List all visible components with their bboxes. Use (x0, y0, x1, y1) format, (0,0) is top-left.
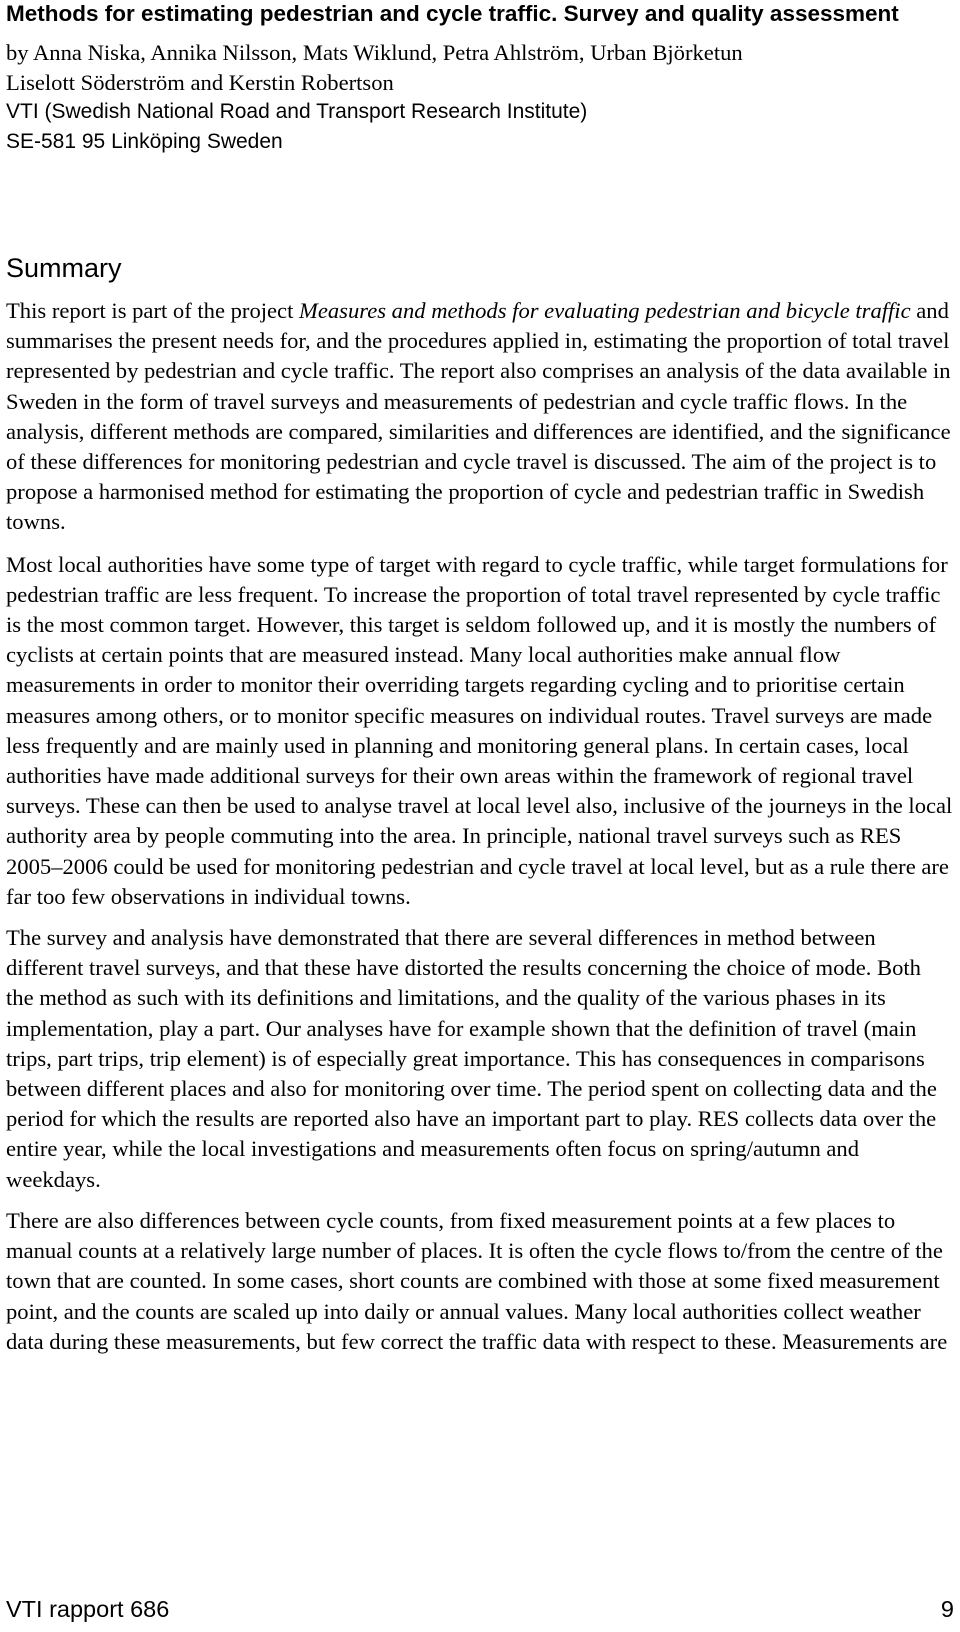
institute-name: VTI (Swedish National Road and Transport Research Institute) (6, 100, 588, 123)
authors-line-2: Liselott Söderström and Kerstin Robertson (6, 69, 394, 95)
author-block (6, 38, 743, 156)
paragraph-4: There are also differences between cycle counts, from fixed measurement points at a few places to manual counts at a relatively large number of places. It is often the cycle flows to/from the centre of the town that are counted. In some cases, short counts are combined with those at some fixed measurement point, and the counts are scaled up into daily or annual values. Many local authorities collect weather data during these measurements, but few correct the traffic data with respect to these. Measurements are (6, 1207, 948, 1354)
authors-line-1: by Anna Niska, Annika Nilsson, Mats Wiklund, Petra Ahlström, Urban Björketun (6, 40, 743, 65)
paragraph-2: Most local authorities have some type of target with regard to cycle traffic, while target formulations for pedestrian traffic are less frequent. To increase the proportion of total travel represented by cycle traffic is the most common target. However, this target is seldom followed up, and it is mostly the numbers of cyclists at certain points that are measured instead. Many local authorities make annual flow measurements in order to monitor their overriding targets regarding cycling and to prioritise certain measures among others, or to monitor specific measures on individual routes. Travel surveys are made less frequently and are mainly used in planning and monitoring general plans. In certain cases, local authorities have made additional surveys for their own areas within the framework of regional travel surveys. These can then be used to analyse travel at local level also, inclusive of the journeys in the local authority area by people commuting into the area. In principle, national travel surveys such as RES 2005–2006 could be used for monitoring pedestrian and cycle travel at local level, but as a rule there are far too few observations in individual towns. (6, 551, 953, 909)
project-name: Measures and methods for evaluating pedestrian and bicycle traffic (299, 298, 911, 323)
summary-body (6, 296, 954, 1368)
paragraph-1-intro: This report is part of the project (6, 298, 300, 323)
section-heading: Summary (6, 253, 122, 283)
paragraph-1 (6, 296, 954, 538)
paragraph-3: The survey and analysis have demonstrated that there are several differences in method between different travel surveys, and that these have distorted the results concerning the choice of mode. Both the method as such with its definitions and limitations, and the quality of the various phases in its implementation, play a part. Our analyses have for example shown that the definition of travel (main trips, part trips, trip element) is of especially great importance. This has consequences in comparisons between different places and also for monitoring over time. The period spent on collecting data and the period for which the results are reported also have an important part to play. RES collects data over the entire year, while the local investigations and measurements often focus on spring/autumn and weekdays. (6, 925, 937, 1192)
report-number: VTI rapport 686 (6, 1596, 170, 1622)
paragraph-1-rest: and summarises the present needs for, and the procedures applied in, estimating the proportion of total travel represented by pedestrian and cycle traffic. The report also comprises an analysis of the data available in Sweden in the form of travel surveys and measurements of pedestrian and cycle traffic flows. In the analysis, different methods are compared, similarities and differences are identified, and the significance of these differences for monitoring pedestrian and cycle travel is discussed. The aim of the project is to propose a harmonised method for estimating the proportion of cycle and pedestrian traffic in Swedish towns. (6, 298, 951, 535)
page-number: 9 (940, 1596, 954, 1622)
institute-address: SE-581 95 Linköping Sweden (6, 129, 283, 153)
document-title: Methods for estimating pedestrian and cycle traffic. Survey and quality assessment (6, 1, 899, 26)
document-page (6, 0, 954, 1632)
